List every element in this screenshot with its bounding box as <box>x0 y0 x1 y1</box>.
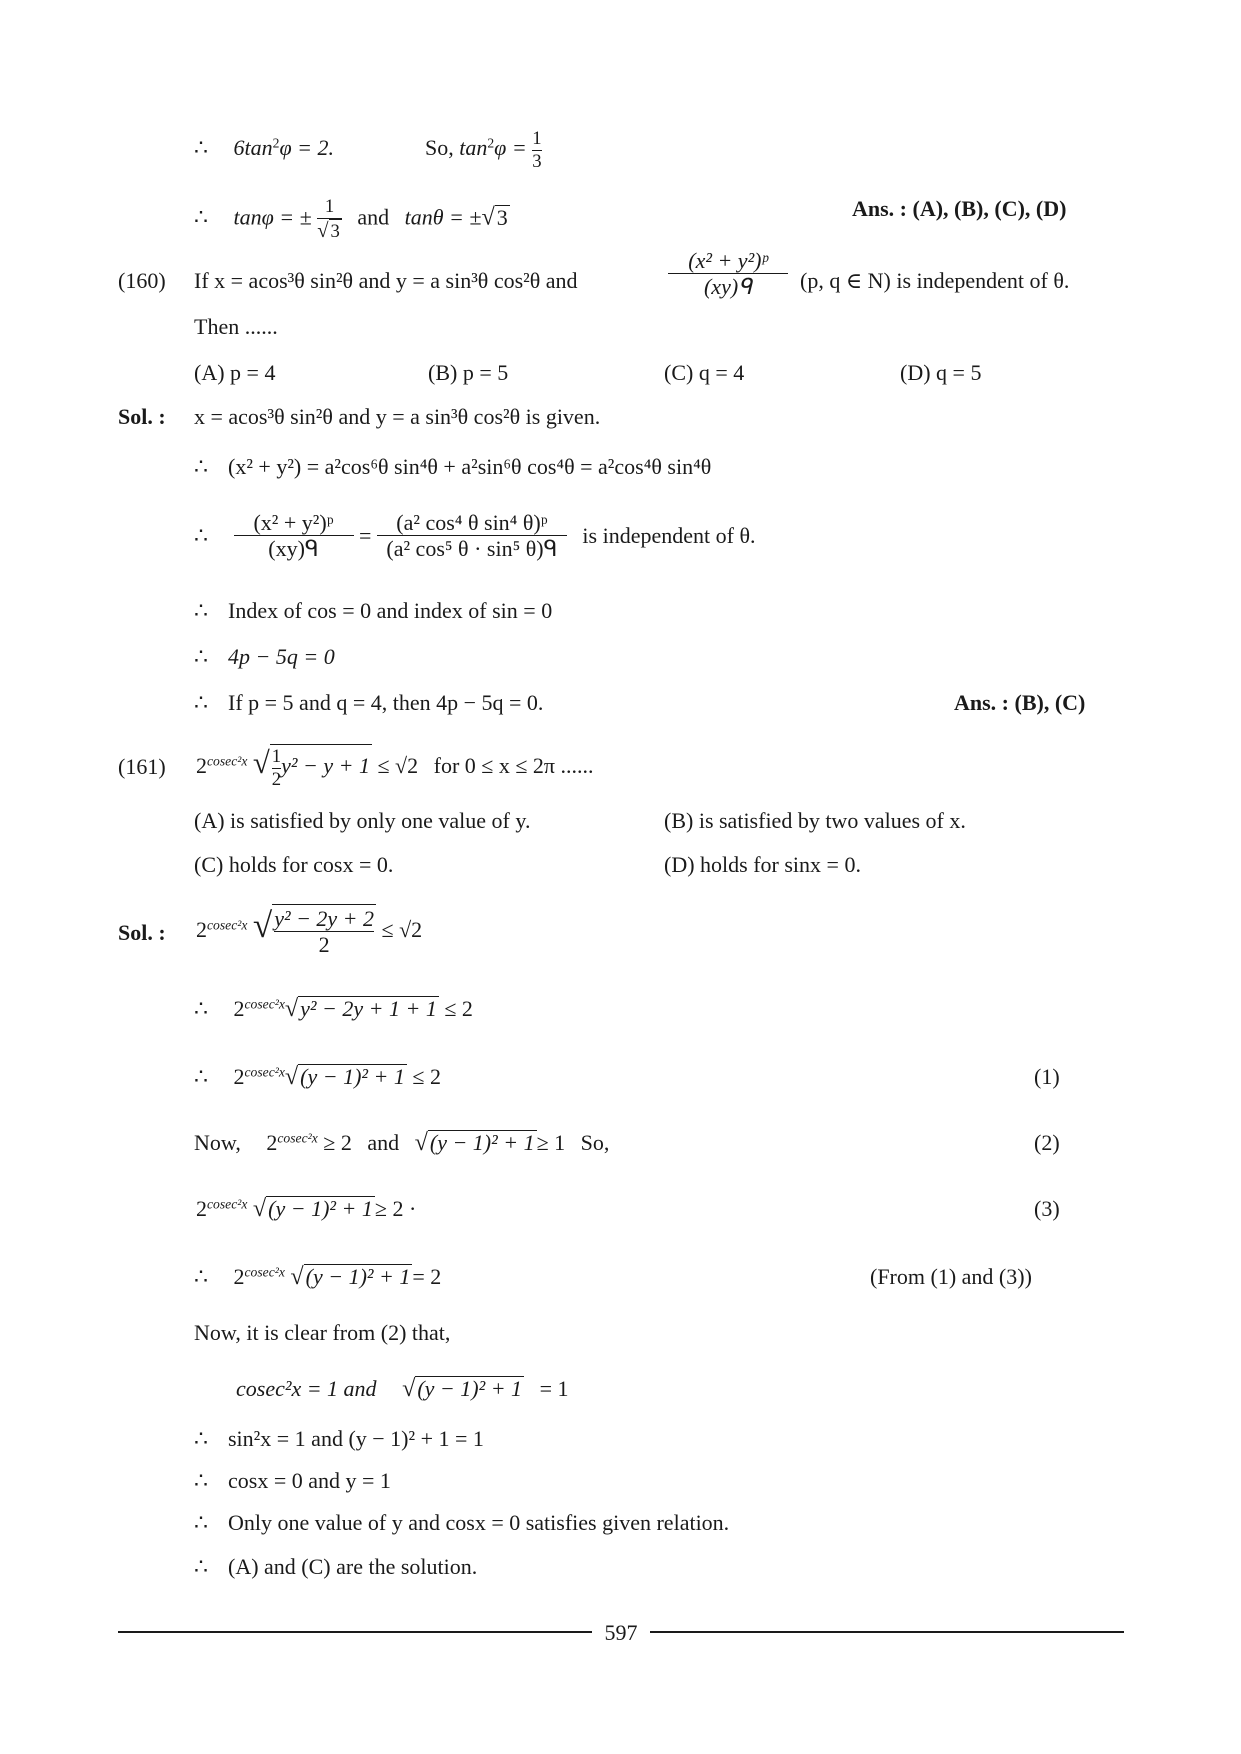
q159-line-1: ∴ $6\tan^2\varphi = 2$. So, $\tan^2\varphi$ = $\frac{1}{3}$ <box>194 128 542 172</box>
numerator: 1 <box>532 128 542 149</box>
q161-option-d: (D) holds for sinx = 0. <box>664 852 861 877</box>
q159-frac-one-root3: $\frac{1}{√ 3}$ <box>317 196 340 242</box>
q161-stem: $2^{cosec^2x}$ √ $\frac{1}{2}$ y² − y + 1 ≤ √2 for 0 ≤ x ≤ 2π ...... <box>196 746 594 790</box>
q161-condition: for 0 ≤ x ≤ 2π ...... <box>433 753 594 779</box>
q159-expr-a: 6tan <box>233 135 273 161</box>
and: and <box>367 1130 400 1155</box>
q160-sol-6 <box>194 692 543 714</box>
q159-fraction-one-third <box>532 128 541 172</box>
q160-sol-2 <box>194 456 711 478</box>
page-number: 597 <box>604 1620 638 1645</box>
from-1-and-3: (From (1) and (3)) <box>870 1264 1032 1289</box>
q161-sol-7: Now, it is clear from (2) that, <box>194 1320 451 1345</box>
q159-line-2: ∴ tanφ = ± $\frac{1}{√ 3}$ and tanθ = ±√3 <box>194 196 508 242</box>
exponent: cosec²x <box>244 1264 285 1280</box>
radicand: (y − 1)² + 1 <box>305 1264 411 1289</box>
denominator: (xy)ᑫ <box>234 535 354 561</box>
therefore-symbol: ∴ <box>194 522 208 548</box>
q161-sol-2: ∴ $2^{cosec^2x}√y^2 - 2y + 1 + 1 \le 2$ <box>194 995 473 1022</box>
base: 2 <box>196 916 207 942</box>
q161-option-a: (A) is satisfied by only one value of y. <box>194 808 531 833</box>
q160-sol-4-text: Index of cos = 0 and index of sin = 0 <box>228 598 553 623</box>
q161-option-b: (B) is satisfied by two values of x. <box>664 808 966 833</box>
radicand: (y − 1)² + 1 <box>300 1064 405 1089</box>
radicand: (y − 1)² + 1 <box>268 1196 373 1221</box>
q159-tantheta: tanθ = ± <box>404 204 482 230</box>
q159-expr-b: φ = 2. <box>279 135 334 161</box>
answer-value: (A), (B), (C), (D) <box>912 196 1067 221</box>
q161-sol-12 <box>194 1556 477 1578</box>
denominator: 3 <box>330 220 340 242</box>
q161-sol-10-text: cosx = 0 and y = 1 <box>228 1468 391 1493</box>
eq-label-1: (1) <box>1034 1064 1060 1089</box>
q160-sol-1: x = acos³θ sin²θ and y = a sin³θ cos²θ is given. <box>194 404 601 429</box>
q161-sol-8-b: = 1 <box>539 1376 569 1401</box>
q161-sol-6: ∴ $2^{cosec^2x}$ √(y − 1)² + 1= 2 <box>194 1263 442 1290</box>
radicand: y² − 2y + 1 + 1 <box>300 996 437 1021</box>
q159-root3: 3 <box>496 204 508 230</box>
q160-stem-3: Then ...... <box>194 314 278 339</box>
therefore-symbol: ∴ <box>194 454 208 479</box>
base: 2 <box>233 1064 245 1089</box>
base: 2 <box>233 996 245 1021</box>
q161-sol-9 <box>194 1428 484 1450</box>
q159-tanphi: tanφ = ± <box>233 204 312 230</box>
q160-sol-5 <box>194 646 335 668</box>
q160-sol-3-rhs <box>377 510 567 562</box>
q159-expr-d: φ = <box>494 135 527 161</box>
q160-sol-4 <box>194 600 552 622</box>
exponent: cosec²x <box>207 1196 248 1212</box>
exponent: cosec²x <box>207 753 248 769</box>
therefore-symbol: ∴ <box>194 1510 208 1535</box>
therefore-symbol: ∴ <box>194 1468 208 1493</box>
q159-so: So, <box>424 135 454 161</box>
now: Now, <box>194 1130 241 1155</box>
q161-sol-5: $2^{cosec^2x}$ √(y − 1)² + 1≥ 2 · <box>196 1195 417 1222</box>
base: 2 <box>233 1264 245 1289</box>
therefore-symbol: ∴ <box>194 1064 208 1089</box>
exponent: cosec²x <box>207 917 248 933</box>
q160-stem-1: If x = acos³θ sin²θ and y = a sin³θ cos²θ and <box>194 268 578 293</box>
denominator: (a² cos⁵ θ · sin⁵ θ)ᑫ <box>377 535 567 561</box>
therefore-symbol: ∴ <box>194 1554 208 1579</box>
ge-two: ≥ 2 <box>323 1130 352 1155</box>
therefore-symbol: ∴ <box>194 644 208 669</box>
q160-stem-2: (p, q ∈ N) is independent of θ. <box>800 268 1070 293</box>
q161-sol-2-tail: ≤ 2 <box>444 996 473 1021</box>
q160-sol-2-expr: (x² + y²) = a²cos⁶θ sin⁴θ + a²sin⁶θ cos⁴θ = a²cos⁴θ sin⁴θ <box>228 454 712 479</box>
radicand: (y − 1)² + 1 <box>429 1130 535 1155</box>
answer-value: (B), (C) <box>1014 690 1086 715</box>
therefore-symbol: ∴ <box>194 598 208 623</box>
q159-and: and <box>357 204 390 230</box>
q161-sol-11-text: Only one value of y and cosx = 0 satisfies given relation. <box>228 1510 730 1535</box>
denominator: (xy)ᑫ <box>668 273 788 299</box>
therefore-symbol: ∴ <box>194 204 208 230</box>
radicand-tail: y² − y + 1 <box>281 753 370 779</box>
q160-option-b: (B) p = 5 <box>428 360 509 385</box>
q161-sol-9-text: sin²x = 1 and (y − 1)² + 1 = 1 <box>228 1426 484 1451</box>
eq-label-3: (3) <box>1034 1196 1060 1221</box>
q161-sol-3-tail: ≤ 2 <box>412 1064 441 1089</box>
answer-label: Ans. : <box>954 690 1010 715</box>
q161-sol-12-text: (A) and (C) are the solution. <box>228 1554 478 1579</box>
exponent: cosec²x <box>277 1130 318 1146</box>
therefore-symbol: ∴ <box>194 996 208 1021</box>
q161-sol-4: Now, $2^{cosec^2x} \ge 2$ and √(y − 1)² + 1≥ 1 So, <box>194 1129 610 1156</box>
therefore-symbol: ∴ <box>194 135 208 161</box>
footer-rule-left <box>118 1631 592 1633</box>
footer-rule-right <box>650 1631 1124 1633</box>
q160-option-c: (C) q = 4 <box>664 360 745 385</box>
q161-sol-3: ∴ $2^{cosec^2x}√(y - 1)^2 + 1 \le 2$ <box>194 1063 441 1090</box>
numerator: (a² cos⁴ θ sin⁴ θ)ᵖ <box>396 510 548 535</box>
q161-radicand <box>270 744 372 790</box>
answer-label: Ans. : <box>852 196 908 221</box>
q160-option-a: (A) p = 4 <box>194 360 276 385</box>
numerator: y² − 2y + 2 <box>274 906 375 931</box>
q160-sol-label: Sol. : <box>118 404 166 429</box>
q161-sol-8-a: cosec²x = 1 and <box>236 1376 377 1401</box>
q159-answer <box>852 198 1066 220</box>
q160-sol-3-lhs <box>234 510 354 562</box>
q160-answer <box>954 692 1085 714</box>
q161-sol-8: cosec²x = 1 and √(y − 1)² + 1 = 1 <box>236 1375 569 1402</box>
q161-sol-5-tail: ≥ 2 · <box>374 1196 417 1221</box>
base: 2 <box>196 1196 207 1221</box>
therefore-symbol: ∴ <box>194 1264 208 1289</box>
exponent: cosec²x <box>244 1064 285 1080</box>
denominator: 3 <box>532 150 542 172</box>
denominator: 2 <box>274 931 374 957</box>
q160-fraction <box>668 248 788 300</box>
numerator: (x² + y²)ᵖ <box>253 510 334 535</box>
therefore-symbol: ∴ <box>194 1426 208 1451</box>
radicand: (y − 1)² + 1 <box>417 1376 523 1401</box>
eq-label-2: (2) <box>1034 1130 1060 1155</box>
q160-sol-3-tail: is independent of θ. <box>582 522 756 548</box>
q161-sol-10 <box>194 1470 391 1492</box>
q160-number: (160) <box>118 268 166 293</box>
base: 2 <box>266 1130 278 1155</box>
so: So, <box>580 1130 610 1155</box>
q161-number: (161) <box>118 754 166 779</box>
therefore-symbol: ∴ <box>194 690 208 715</box>
base: 2 <box>196 753 207 779</box>
q161-le-root2: ≤ √2 <box>377 753 419 779</box>
exponent: cosec²x <box>244 996 285 1012</box>
numerator: 1 <box>271 746 282 767</box>
denominator: 2 <box>271 768 282 790</box>
q161-sol-1: $2^{cosec^2x}$ √ $\frac{\text{y² − 2y + 2}}{2}$ ≤ √2 <box>196 905 423 958</box>
q160-sol-6-text: If p = 5 and q = 4, then 4p − 5q = 0. <box>228 690 544 715</box>
numerator: (x² + y²)ᵖ <box>688 248 768 273</box>
q161-option-c: (C) holds for cosx = 0. <box>194 852 394 877</box>
q161-sol-label: Sol. : <box>118 920 166 945</box>
q160-sol-3: ∴ $\frac{\text{(x² + y²)ᵖ}}{\text{(xy)ᑫ}}$ = $\frac{\text{(a² cos⁴ θ sin⁴ θ)ᵖ}}{\text{(a² cos⁵ θ · sin⁵ θ)ᑫ}}$ is independent of θ. <box>194 510 756 562</box>
numerator: 1 <box>324 196 335 217</box>
ge-one: ≥ 1 <box>536 1130 566 1155</box>
q159-expr-c: tan <box>459 135 488 161</box>
q160-sol-5-text: 4p − 5q = 0 <box>228 644 335 669</box>
q161-sol-1-tail: ≤ √2 <box>381 916 423 942</box>
q161-sol-11 <box>194 1512 729 1534</box>
q160-option-d: (D) q = 5 <box>900 360 982 385</box>
q161-sol-6-tail: = 2 <box>412 1264 442 1289</box>
